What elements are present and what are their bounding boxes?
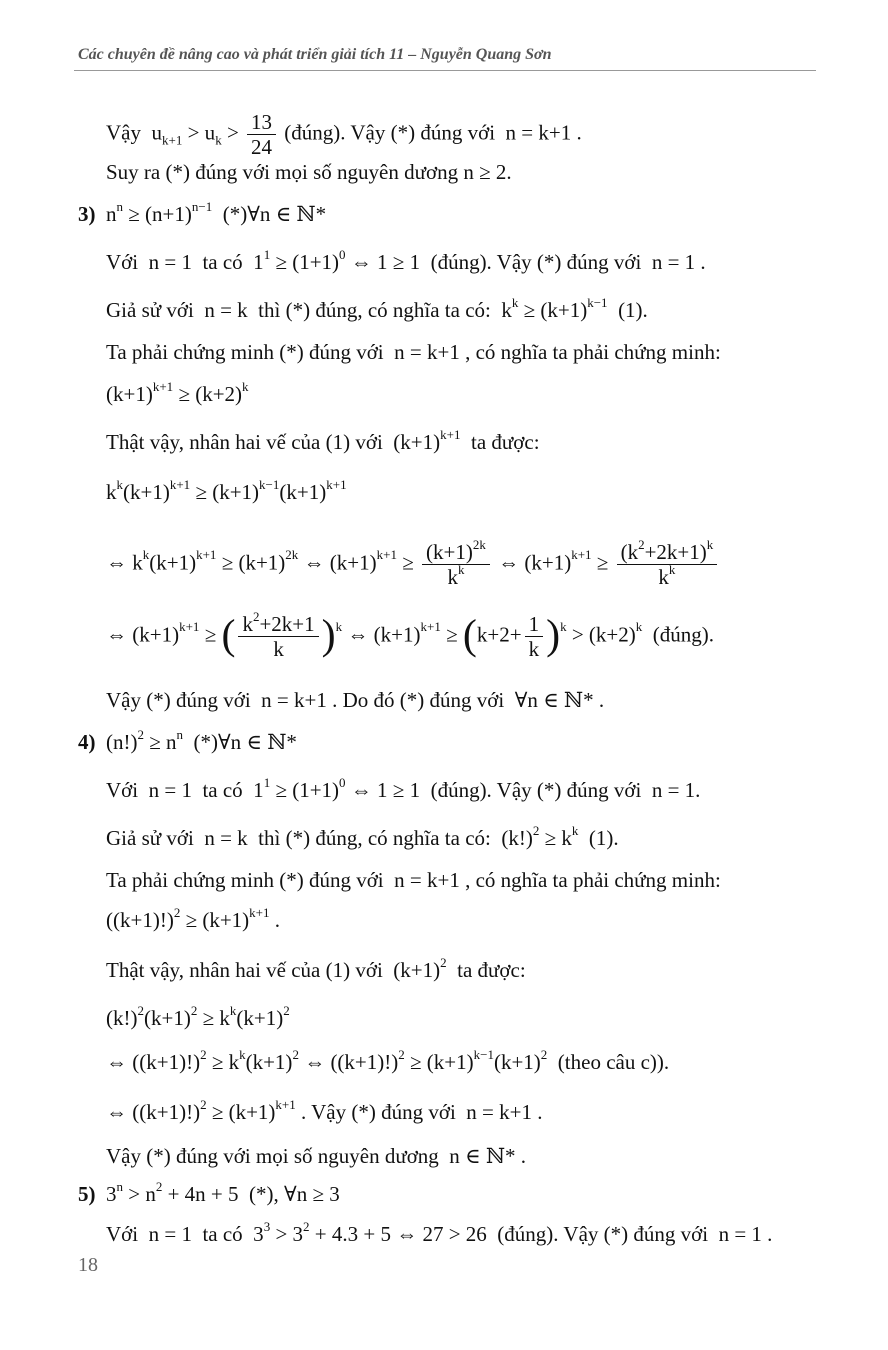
text-line: Giả sử với n = k thì (*) đúng, có nghĩa ta có: $k^k \ge (k+1)^{k-1}$ (1). — [106, 295, 648, 322]
text-line: Thật vậy, nhân hai vế của (1) với $(k+1)^2$ ta được: — [106, 955, 526, 982]
problem-statement: $3^n > n^2 + 4n + 5$ (*), ∀n ≥ 3 — [106, 1179, 340, 1206]
item-number: 3) — [78, 202, 96, 226]
text-line: Với n = 1 ta có $1^1 \ge (1+1)^0$ ⇔ 1 ≥ 1 (đúng). Vậy (*) đúng với n = 1 . — [106, 247, 706, 274]
text-line: Vậy $u_{k+1} > u_k$ > $\frac{13}{24}$ (đúng). Vậy (*) đúng với n = k+1 . — [106, 110, 582, 160]
text-line: Suy ra (*) đúng với mọi số nguyên dương n ≥ 2. — [106, 160, 512, 184]
math-line: $k^k(k+1)^{k+1} \ge (k+1)^{k-1}(k+1)^{k+1}$ — [106, 477, 347, 504]
math-line: ⇔ $((k+1)!)^2 \ge (k+1)^{k+1}$ . Vậy (*) đúng với n = k+1 . — [106, 1097, 543, 1124]
text-line: Giả sử với n = k thì (*) đúng, có nghĩa ta có: $(k!)^2 \ge k^k$ (1). — [106, 823, 619, 850]
math-line: $(k!)^2(k+1)^2 \ge k^k(k+1)^2$ — [106, 1003, 290, 1030]
running-header: Các chuyên đề nâng cao và phát triển giải tích 11 – Nguyễn Quang Sơn — [78, 46, 552, 63]
item-number: 4) — [78, 730, 96, 754]
text-line: Ta phải chứng minh (*) đúng với n = k+1 , có nghĩa ta phải chứng minh: — [106, 340, 721, 364]
text-line: Vậy (*) đúng với mọi số nguyên dương n ∈ ℕ* . — [106, 1144, 527, 1168]
problem-statement: $(n!)^2 \ge n^n$ (*)∀n ∈ ℕ* — [106, 727, 297, 754]
text-line: Thật vậy, nhân hai vế của (1) với $(k+1)^{k+1}$ ta được: — [106, 427, 540, 454]
page-number: 18 — [78, 1254, 98, 1276]
math-line: $(k+1)^{k+1} \ge (k+2)^k$ — [106, 379, 249, 406]
math-line: ⇔ $((k+1)!)^2 \ge k^k(k+1)^2$ ⇔ $((k+1)!)^2 \ge (k+1)^{k-1}(k+1)^2$ (theo câu c)). — [106, 1047, 670, 1074]
text-line: Vậy (*) đúng với n = k+1 . Do đó (*) đúng với ∀n ∈ ℕ* . — [106, 688, 605, 712]
math-line: ⇔ $(k+1)^{k+1}$ ≥ ( $\frac{k^2+2k+1}{k}$ )$^k$ ⇔ $(k+1)^{k+1} \ge (k+2+$ $\frac{1}{k}$ )$^k > (k+2)^k$ (đúng). — [106, 609, 714, 662]
math-line: ⇔ $k^k(k+1)^{k+1} \ge (k+1)^{2k}$ ⇔ $(k+1)^{k+1}$ ≥ $\frac{(k+1)^{2k}}{k^k}$ ⇔ $(k+1)^{k+1}$ ≥ $\frac{(k^2+2k+1)^k}{k^k}$ — [106, 540, 720, 589]
item-number: 5) — [78, 1182, 96, 1206]
text-line: Ta phải chứng minh (*) đúng với n = k+1 , có nghĩa ta phải chứng minh: — [106, 868, 721, 892]
header-rule — [74, 70, 816, 71]
text-line: Với n = 1 ta có $3^3 > 3^2 + 4.3 + 5$ ⇔ 27 > 26 (đúng). Vậy (*) đúng với n = 1 . — [106, 1219, 773, 1246]
problem-statement: $n^n \ge (n+1)^{n-1}$ (*)∀n ∈ ℕ* — [106, 199, 327, 226]
text-line: Với n = 1 ta có $1^1 \ge (1+1)^0$ ⇔ 1 ≥ 1 (đúng). Vậy (*) đúng với n = 1. — [106, 775, 701, 802]
math-line: $((k+1)!)^2 \ge (k+1)^{k+1}$ . — [106, 905, 281, 932]
